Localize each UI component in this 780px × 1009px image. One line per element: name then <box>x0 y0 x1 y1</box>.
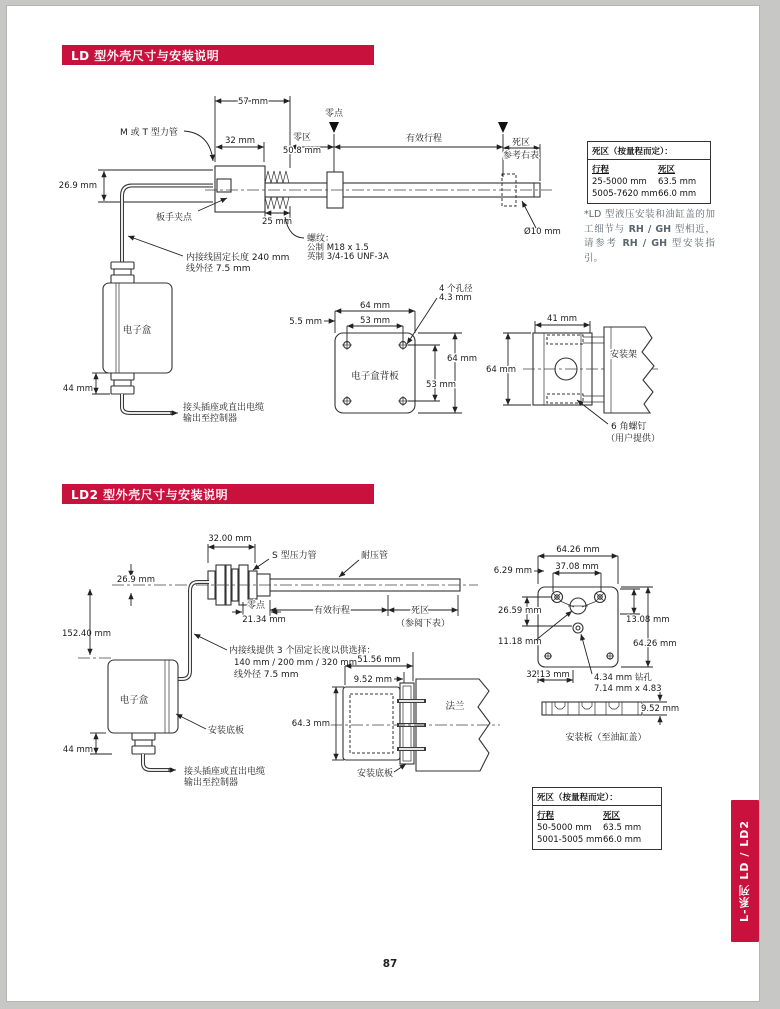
table-header-row <box>588 160 710 176</box>
ld2-dead-zone-ref: （参阅下表） <box>395 619 451 629</box>
ld-force-tube-label: M 或 T 型力管 <box>120 128 178 138</box>
plate-dim-1118: 11.18 mm <box>498 637 542 647</box>
ld-output-label-1: 接头插座或直出电缆 <box>183 403 265 413</box>
plate-dim-3708: 37.08 mm <box>555 562 599 572</box>
page-number: 87 <box>382 958 398 970</box>
ld-thread-title: 螺纹： <box>307 234 335 244</box>
ld2-cable-label-2: 140 mm / 200 mm / 320 mm <box>234 658 357 668</box>
dead-zone-marker-icon <box>498 122 508 133</box>
ld-deadzone-table <box>587 141 711 204</box>
ld-dim-25: 25 mm <box>261 217 293 227</box>
ld2-pressure-tube-label: 耐压管 <box>361 551 389 561</box>
ld2-ebox-label: 电子盒 <box>119 695 149 706</box>
ld2-dim-44: 44 mm <box>62 745 93 755</box>
ld-dim-269: 26.9 mm <box>58 181 97 191</box>
ld-stroke-label: 有效行程 <box>405 134 443 144</box>
table-header-row <box>533 806 661 822</box>
ld2-baseplate-label: 安装底板 <box>208 726 245 736</box>
backplate-dim-53-top: 53 mm <box>359 316 391 326</box>
flange-dim-952: 9.52 mm <box>353 675 392 685</box>
backplate-holes-label-2: 4.3 mm <box>439 293 472 303</box>
table-row <box>588 176 710 188</box>
ld2-output-label-1: 接头插座或直出电缆 <box>184 767 266 777</box>
note-bold: RH / GH <box>622 238 668 250</box>
col-header-stroke: 行程 <box>537 811 555 821</box>
cell-dead: 63.5 mm <box>658 177 697 187</box>
ld-backplate-title: 电子盒背板 <box>351 371 399 382</box>
note-text: 型相近，请参考 <box>584 223 715 250</box>
ld2-output-label-2: 输出至控制器 <box>184 778 239 788</box>
bracket-dim-41: 41 mm <box>546 314 578 324</box>
ld-null-zone-label: 零区 <box>292 133 312 143</box>
table-row <box>533 834 661 849</box>
bracket-dim-64: 64 mm <box>485 365 517 375</box>
ld-null-zone-value: 50.8 mm <box>282 146 322 156</box>
flange-dim-5156: 51.56 mm <box>357 655 401 665</box>
plate-dim-6426-right: 64.26 mm <box>633 639 677 649</box>
plate-dim-3213: 32.13 mm <box>526 670 570 680</box>
plate-drill-note-1: 4.34 mm 钻孔 <box>594 673 652 683</box>
backplate-dim-64-top: 64 mm <box>359 301 391 311</box>
ld2-flange-drawing <box>292 652 500 779</box>
ld2-dim-269: 26.9 mm <box>116 575 156 585</box>
cell-stroke: 5001-5005 mm <box>537 835 603 845</box>
cell-stroke: 25-5000 mm <box>592 177 647 187</box>
bracket-screw-label-2: （用户提供） <box>606 434 661 444</box>
backplate-dim-55: 5.5 mm <box>289 317 322 327</box>
ld-dim-57: 57 mm <box>237 97 269 107</box>
ld2-dim-32: 32.00 mm <box>208 534 252 544</box>
bracket-wall-label: 安装架 <box>610 350 638 360</box>
null-point-marker-icon <box>329 122 339 133</box>
table-row <box>588 188 710 203</box>
ld2-s-tube-label: S 型压力管 <box>272 551 317 561</box>
cell-dead: 66.0 mm <box>603 835 642 845</box>
ld-dead-zone-label: 死区 <box>511 138 531 148</box>
ld2-plate-side-view <box>542 692 679 743</box>
col-header-dead: 死区 <box>603 811 621 821</box>
table-title: 死区（按量程而定）： <box>588 142 710 160</box>
note-text: *LD 型液压安装和油缸盖的加工细节与 <box>584 209 715 235</box>
backplate-dim-64-right: 64 mm <box>446 354 478 364</box>
plate-dim-1308: 13.08 mm <box>626 615 670 625</box>
backplate-dim-53-right: 53 mm <box>425 380 457 390</box>
ld-dead-zone-ref: 参考右表 <box>502 151 540 161</box>
flange-dim-643: 64.3 mm <box>291 719 330 729</box>
cell-dead: 66.0 mm <box>658 189 697 199</box>
ld-bracket-drawing <box>486 314 660 444</box>
ld-sensor-drawing <box>59 96 561 262</box>
cell-stroke: 5005-7620 mm <box>592 189 658 199</box>
plate-dim-2659: 26.59 mm <box>498 606 542 616</box>
plate-side-dim-952: 9.52 mm <box>641 704 680 714</box>
plate-dim-629: 6.29 mm <box>493 566 532 576</box>
table-title: 死区（按量程而定）： <box>533 788 661 806</box>
ld-thread-metric: 公制 M18 x 1.5 <box>307 243 369 253</box>
ld-rod-diameter: Ø10 mm <box>524 227 561 237</box>
ld-dim-44: 44 mm <box>62 384 93 394</box>
col-header-dead: 死区 <box>658 165 676 175</box>
ld-wrench-label: 板手夹点 <box>156 213 193 223</box>
plate-side-title: 安装板（至油缸盖） <box>565 733 647 743</box>
ld-null-point-label: 零点 <box>324 109 344 119</box>
ld-section-header: LD 型外壳尺寸与安装说明 <box>62 45 374 65</box>
ld-output-label-2: 输出至控制器 <box>183 414 238 424</box>
ld-dim-32: 32 mm <box>224 136 256 146</box>
note-text: 型安装指引。 <box>584 238 715 265</box>
ld2-null-point-label: 零点 <box>246 601 266 611</box>
ld-ebox-label: 电子盒 <box>122 325 152 336</box>
flange-baseplate-label: 安装底板 <box>357 769 394 779</box>
table-row <box>533 822 661 834</box>
col-header-stroke: 行程 <box>592 165 610 175</box>
ld2-stroke-label: 有效行程 <box>313 606 351 616</box>
ld2-dead-zone-label: 死区 <box>410 606 430 616</box>
note-bold: RH / GH <box>628 223 672 235</box>
ld2-cable-label-3: 线外径 7.5 mm <box>234 670 299 680</box>
ld-cable-length-label: 内接线固定长度 240 mm <box>186 253 290 263</box>
ld2-sensor-drawing <box>62 534 478 658</box>
ld2-section-header: LD2 型外壳尺寸与安装说明 <box>62 484 374 504</box>
ld2-null-point-value: 21.34 mm <box>242 615 286 625</box>
bracket-screw-label-1: 6 角螺钉 <box>611 422 647 432</box>
cell-dead: 63.5 mm <box>603 823 642 833</box>
series-side-tab: L-系列 LD / LD2 <box>731 800 759 942</box>
ld2-dim-15240: 152.40 mm <box>62 629 112 639</box>
plate-dim-6426-top: 64.26 mm <box>556 545 600 555</box>
ld2-plate-drawing <box>494 545 677 694</box>
ld-backplate-drawing <box>289 283 477 413</box>
ld2-cable-label-1: 内接线提供 3 个固定长度以供选择： <box>229 646 376 656</box>
ld-rh-gh-note <box>584 208 715 267</box>
plate-drill-note-2: 7.14 mm x 4.83 <box>594 684 662 694</box>
ld-cable-od-label: 线外径 7.5 mm <box>186 264 251 274</box>
cell-stroke: 50-5000 mm <box>537 823 592 833</box>
ld2-deadzone-table <box>532 787 662 850</box>
ld-thread-imperial: 英制 3/4-16 UNF-3A <box>307 252 389 262</box>
flange-label: 法兰 <box>445 701 465 712</box>
backplate-holes-label-1: 4 个孔径 <box>439 284 473 294</box>
